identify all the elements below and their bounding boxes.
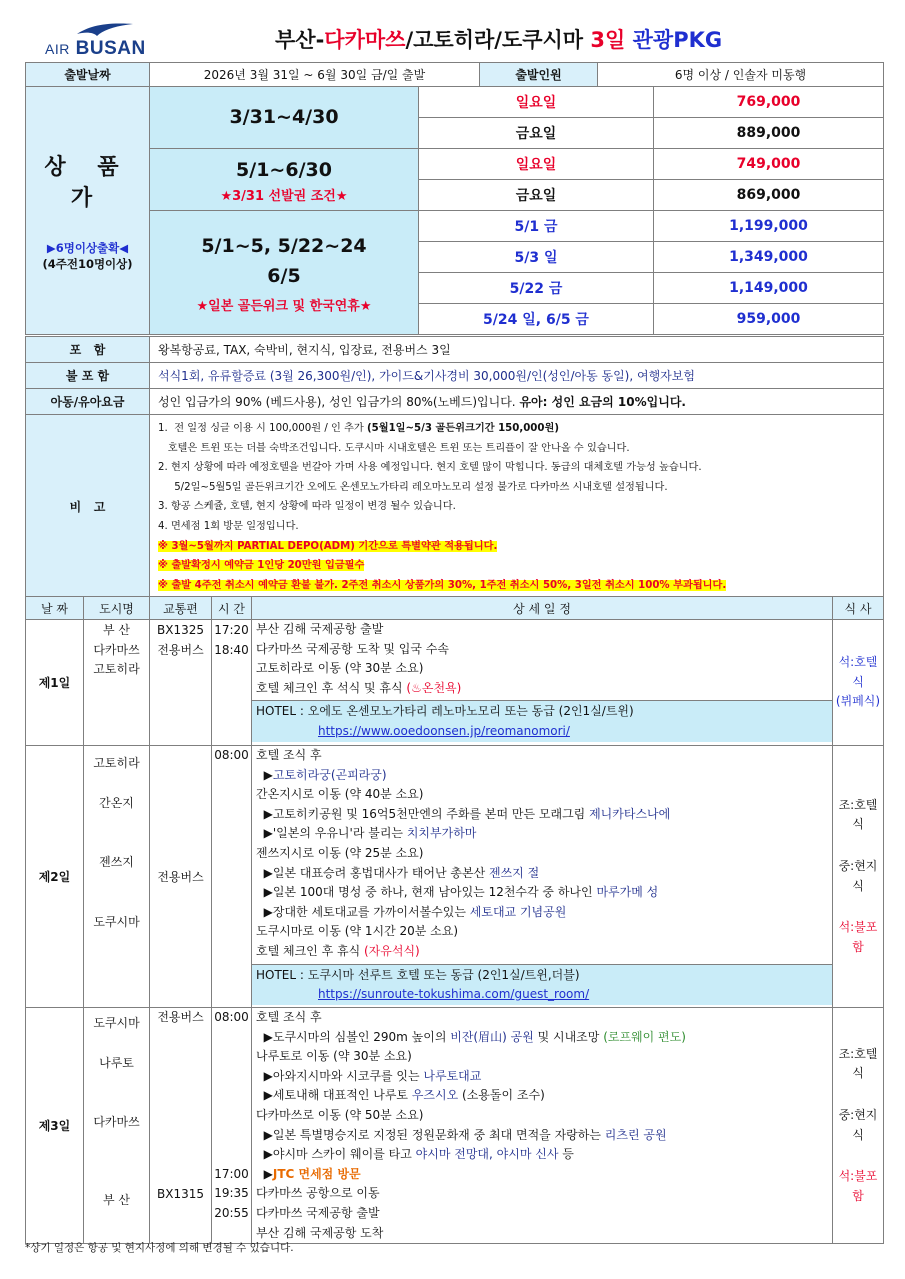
pricing-label-cell [26, 87, 150, 335]
infant-fee-value: 유아: 성인 요금의 10%입니다. [519, 395, 686, 409]
period-2-label: 5/1~6/30 [236, 158, 332, 181]
schedule-item: 다카마쓰로 이동 (약 50분 소요) [256, 1107, 424, 1122]
day-3-cities [84, 1008, 150, 1244]
schedule-item: ▶장대한 세토대교를 가까이서볼수있는 세토대교 기념공원 [256, 904, 567, 919]
schedule-item: 도쿠시마로 이동 (약 1시간 20분 소요) [256, 924, 459, 939]
time: 20:55 [214, 1205, 249, 1220]
price-day-4: 5/1 금 [419, 211, 654, 242]
departure-value: 2026년 3월 31일 ~ 6월 30일 금/일 출발 [150, 63, 480, 87]
min-people-note: ▶6명이상출확◀ [46, 240, 129, 255]
terms-table [25, 336, 884, 415]
title-prefix: 부산- [275, 28, 325, 52]
warning-2-text: ※ 출발확정시 예약금 1인당 20만원 입금필수 [158, 560, 365, 572]
day-2-times [212, 746, 252, 1008]
remarks-notes [150, 415, 884, 598]
itinerary-table [25, 596, 884, 1244]
excludes-value: 석식1회, 유류할증료 (3월 26,300원/인), 가이드&기사경비 30,000원/인(성인/아동 동일), 여행자보험 [150, 363, 884, 389]
time: 17:00 [214, 1166, 249, 1181]
child-fee-cell [150, 389, 884, 415]
schedule-item: ▶일본 100대 명성 중 하나, 현재 남아있는 12천수각 중 하나인 마루가메 성 [256, 885, 659, 900]
remark-line-1 [158, 419, 883, 439]
price-value-7: 959,000 [654, 304, 884, 335]
header-date: 날 짜 [26, 597, 84, 620]
flight-number: BX1325 [157, 623, 204, 637]
time: 19:35 [214, 1186, 249, 1201]
period-3-label: 5/1~5, 5/22~24 [201, 234, 367, 257]
period-3-label-2: 6/5 [267, 265, 301, 287]
city: 부 산 [103, 623, 130, 637]
schedule-item: ▶일본 특별명승지로 지정된 정원문화재 중 최대 면적을 자랑하는 리츠린 공원 [256, 1127, 667, 1142]
city: 다카마쓰 [93, 642, 140, 657]
schedule-item: 간온지시로 이동 (약 40분 소요) [256, 787, 424, 802]
schedule-item: ▶야시마 스카이 웨이를 타고 야시마 전망대, 야시마 신사 등 [256, 1147, 574, 1162]
schedule-item: ▶'일본의 우유니'라 불리는 치치부가하마 [256, 826, 477, 841]
schedule-item: 호텔 조식 후 [256, 748, 322, 762]
schedule-item: ▶고토히라궁(곤피라궁) [256, 767, 387, 782]
day-3-row [26, 1008, 884, 1244]
title-days: 3일 [590, 28, 626, 52]
title-suffix: 관광PKG [632, 28, 723, 52]
day-1-hotel-box [252, 700, 832, 741]
header-city: 도시명 [84, 597, 150, 620]
hotel-link[interactable]: https://sunroute-tokushima.com/guest_room/ [318, 987, 590, 1002]
city: 도쿠시마 [93, 914, 140, 929]
city: 젠쓰지 [99, 855, 134, 870]
hotel-name: HOTEL : 도쿠시마 선루트 호텔 또는 동급 (2인1실/트윈,더블) [256, 967, 580, 982]
remark-line-4: 5/2일~5월5일 골든위크기간 오에도 온센모노가타리 레오마노모리 설정 불가로 다카마쓰 시내호텔 설정됩니다. [158, 481, 668, 493]
price-day-6: 5/22 금 [419, 273, 654, 304]
schedule-item: 나루토로 이동 (약 30분 소요) [256, 1049, 412, 1064]
onsen-note: (♨온천욕) [406, 680, 462, 695]
day-3-schedule [252, 1008, 833, 1244]
air-busan-logo [45, 20, 155, 60]
period-2-note: ★3/31 선발권 조건★ [220, 189, 348, 205]
flight-number: BX1315 [157, 1186, 204, 1201]
day-2-hotel-box [252, 964, 832, 1005]
pricing-table [25, 86, 884, 335]
price-day-1: 금요일 [419, 118, 654, 149]
child-fee-value: 성인 입금가의 90% (베드사용), 성인 입금가의 80%(노베드)입니다. [158, 395, 520, 409]
meal-breakfast: 조:호텔식 [838, 1046, 878, 1081]
time: 08:00 [214, 748, 249, 762]
logo-busan: BUSAN [75, 38, 146, 59]
meal-lunch: 중:현지식 [838, 858, 878, 893]
departure-info-table [25, 62, 884, 87]
day-1-times [212, 620, 252, 746]
day-1-meals [833, 620, 884, 746]
price-value-4: 1,199,000 [654, 211, 884, 242]
remark-text-1: 1. 전 일정 싱글 이용 시 100,000원 / 인 추가 [158, 423, 367, 434]
meal-dinner: 석:불포함 [838, 920, 878, 954]
time: 17:20 [214, 623, 249, 637]
logo-air: AIR [45, 41, 70, 57]
city: 다카마쓰 [93, 1115, 140, 1130]
day-2-cities [84, 746, 150, 1008]
price-day-5: 5/3 일 [419, 242, 654, 273]
day-1-row [26, 620, 884, 746]
price-day-2: 일요일 [419, 149, 654, 180]
day-3-label: 제3일 [26, 1008, 84, 1244]
price-value-3: 869,000 [654, 180, 884, 211]
remark-line-5: 3. 항공 스케쥴, 호텔, 현지 상황에 따라 일정이 변경 될수 있습니다. [158, 501, 456, 513]
title-rest: /고토히라/도쿠시마 [405, 28, 584, 52]
price-value-5: 1,349,000 [654, 242, 884, 273]
includes-label: 포 함 [26, 337, 150, 363]
city: 부 산 [103, 1192, 130, 1207]
transport-bus: 전용버스 [157, 1010, 204, 1024]
warning-3-text: ※ 출발 4주전 취소시 예약금 환불 불가. 2주전 취소시 상품가의 30%, 1주전 취소시 50%, 3일전 취소시 100% 부과됩니다. [158, 579, 727, 591]
day-1-schedule [252, 620, 833, 746]
price-value-0: 769,000 [654, 87, 884, 118]
remark-line-3: 2. 현지 상황에 따라 예정호텔을 번갈아 가며 사용 예정입니다. 현지 호텔 많이 막힙니다. 동급의 대체호텔 가능성 높습니다. [158, 462, 702, 474]
schedule-item: 젠쓰지시로 이동 (약 25분 소요) [256, 845, 424, 860]
title-cities: 다카마쓰 [324, 28, 406, 52]
page-header [25, 18, 883, 62]
schedule-item: 부산 김해 국제공항 출발 [256, 622, 384, 636]
meal-buffet: (뷔페식) [835, 694, 881, 709]
price-day-7: 5/24 일, 6/5 금 [419, 304, 654, 335]
footer-note: *상기 일정은 항공 및 현지사정에 의해 변경될 수 있습니다. [25, 1242, 294, 1254]
price-day-0: 일요일 [419, 87, 654, 118]
period-1 [150, 87, 419, 149]
schedule-item: 다카마쓰 국제공항 출발 [256, 1205, 380, 1220]
header-transport: 교통편 [150, 597, 212, 620]
day-2-schedule [252, 746, 833, 1008]
day-3-meals [833, 1008, 884, 1244]
meal-lunch: 중:현지식 [838, 1107, 878, 1142]
includes-value: 왕복항공료, TAX, 숙박비, 현지식, 입장료, 전용버스 3일 [150, 337, 884, 363]
schedule-item: 호텔 체크인 후 휴식 (자유석식) [256, 943, 420, 958]
warning-3 [158, 576, 883, 596]
people-label: 출발인원 [480, 63, 598, 87]
schedule-item: ▶아와지시마와 시코쿠를 잇는 나루토대교 [256, 1068, 482, 1083]
warning-1-text: ※ 3월~5월까지 PARTIAL DEPO(ADM) 기간으로 특별약관 적용됩니다. [158, 540, 498, 552]
people-value: 6명 이상 / 인솔자 미동행 [598, 63, 884, 87]
schedule-item [256, 679, 828, 699]
price-value-1: 889,000 [654, 118, 884, 149]
header-time: 시 간 [212, 597, 252, 620]
transport-bus: 전용버스 [157, 642, 204, 657]
schedule-item: ▶일본 대표승려 홍법대사가 태어난 총본산 젠쓰지 절 [256, 865, 540, 880]
child-fee-label: 아동/유아요금 [26, 389, 150, 415]
time: 18:40 [214, 642, 249, 657]
schedule-item: ▶도쿠시마의 심볼인 290m 높이의 비잔(眉山) 공원 및 시내조망 (로프웨이 편도) [256, 1029, 686, 1044]
price-value-2: 749,000 [654, 149, 884, 180]
period-2 [150, 149, 419, 211]
header-meal: 식 사 [833, 597, 884, 620]
day-2-meals [833, 746, 884, 1008]
schedule-item: ▶고토히키공원 및 16억5천만엔의 주화를 본떠 만든 모래그림 제니카타스나에 [256, 806, 671, 821]
schedule-item: 다카마쓰 국제공항 도착 및 입국 수속 [256, 641, 449, 656]
meal-dinner: 석:불포함 [838, 1169, 878, 1203]
price-day-3: 금요일 [419, 180, 654, 211]
city: 나루토 [99, 1055, 134, 1070]
city: 고토히라 [93, 662, 140, 677]
warning-2 [158, 556, 883, 576]
departure-label: 출발날짜 [26, 63, 150, 87]
remarks-table [25, 414, 884, 598]
bird-logo-icon [75, 20, 135, 38]
min-people-note-2: (4주전10명이상) [42, 256, 133, 271]
remark-golden-week: (5월1일~5/3 골든위크기간 150,000원) [367, 423, 559, 434]
remark-line-2: 호텔은 트윈 또는 더블 숙박조건입니다. 도쿠시마 시내호텔은 트윈 또는 트리플이 잘 안나올 수 있습니다. [158, 442, 630, 454]
schedule-item: 고토히라로 이동 (약 30분 소요) [256, 661, 424, 676]
logo-text [45, 38, 146, 60]
meal-dinner: 석:호텔식 [838, 655, 878, 689]
period-3-note: ★일본 골든위크 및 한국연휴★ [196, 299, 372, 315]
time: 08:00 [214, 1010, 249, 1024]
excludes-label: 불 포 함 [26, 363, 150, 389]
day-2-transport: 전용버스 [150, 746, 212, 1008]
price-value-6: 1,149,000 [654, 273, 884, 304]
schedule-item: 호텔 조식 후 [256, 1010, 322, 1024]
hotel-name: HOTEL : 오에도 온센모노가타리 레노마노모리 또는 동급 (2인1실/트윈) [256, 704, 634, 719]
period-1-label: 3/31~4/30 [229, 106, 339, 129]
schedule-item: 부산 김해 국제공항 도착 [256, 1225, 384, 1240]
schedule-text: 호텔 체크인 후 석식 및 휴식 [256, 680, 407, 695]
day-1-transport [150, 620, 212, 746]
meal-breakfast: 조:호텔식 [838, 797, 878, 832]
day-2-row [26, 746, 884, 1008]
page-title [275, 24, 722, 54]
city: 도쿠시마 [93, 1016, 140, 1030]
schedule-item: ▶세토내해 대표적인 나루토 우즈시오 (소용돌이 조수) [256, 1088, 545, 1103]
city: 고토히라 [93, 756, 140, 770]
remark-line-6: 4. 면세점 1회 방문 일정입니다. [158, 520, 299, 532]
day-2-label: 제2일 [26, 746, 84, 1008]
pricing-label: 상 품 가 [44, 154, 131, 211]
remarks-label: 비 고 [26, 415, 150, 598]
day-3-transport [150, 1008, 212, 1244]
schedule-item: 다카마쓰 공항으로 이동 [256, 1186, 380, 1201]
city: 간온지 [99, 795, 134, 810]
period-3 [150, 211, 419, 335]
day-1-cities [84, 620, 150, 746]
attraction-kotohiragu: 고토히라궁(곤피라궁) [272, 767, 387, 782]
hotel-link[interactable]: https://www.ooedoonsen.jp/reomanomori/ [318, 723, 570, 738]
warning-1 [158, 537, 883, 557]
day-1-label: 제1일 [26, 620, 84, 746]
day-3-times [212, 1008, 252, 1244]
schedule-item: ▶JTC 면세점 방문 [256, 1166, 361, 1181]
header-schedule: 상 세 일 정 [252, 597, 833, 620]
